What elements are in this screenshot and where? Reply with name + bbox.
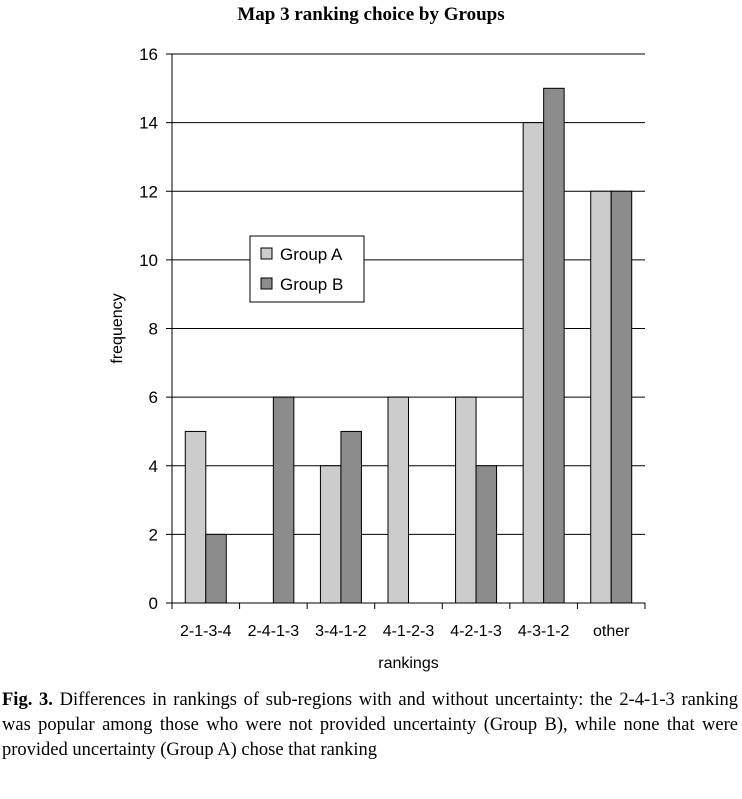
legend-swatch bbox=[261, 278, 272, 289]
bar-group-a-2-1-3-4 bbox=[185, 431, 206, 603]
x-tick-label: 4-2-1-3 bbox=[450, 623, 502, 640]
bar-group-b-2-1-3-4 bbox=[206, 534, 227, 603]
y-tick-label: 6 bbox=[148, 388, 158, 408]
x-tick-label: 4-1-2-3 bbox=[382, 623, 435, 640]
x-tick-label: 3-4-1-2 bbox=[315, 623, 367, 640]
bar-group-b-4-3-1-2 bbox=[544, 88, 565, 603]
bar-group-a-4-3-1-2 bbox=[523, 123, 544, 603]
legend bbox=[250, 236, 364, 302]
bar-group-a-4-2-1-3 bbox=[456, 397, 477, 603]
y-tick-label: 10 bbox=[139, 250, 158, 270]
y-tick-label: 14 bbox=[139, 113, 158, 133]
bars bbox=[185, 88, 631, 603]
y-tick-label: 0 bbox=[148, 594, 158, 613]
legend-label: Group A bbox=[280, 245, 343, 264]
y-axis-title: frequency bbox=[109, 293, 126, 364]
x-tick-label: 2-4-1-3 bbox=[247, 623, 300, 640]
y-tick-label: 16 bbox=[139, 45, 158, 64]
x-tick-label: 2-1-3-4 bbox=[179, 623, 232, 640]
y-tick-label: 12 bbox=[139, 182, 158, 202]
bar-group-b-4-2-1-3 bbox=[476, 466, 497, 603]
figure-label: Fig. 3. bbox=[2, 690, 53, 710]
bar-group-b-2-4-1-3 bbox=[273, 397, 294, 603]
chart-title: Map 3 ranking choice by Groups bbox=[237, 4, 505, 25]
y-tick-label: 2 bbox=[148, 525, 158, 545]
y-tick-label: 8 bbox=[148, 319, 158, 339]
caption-text: Differences in rankings of sub-regions with and without uncertainty: the 2-4-1-3 ranking was popular among those who were not provided uncertainty (Group B), while none that were provided uncertainty (Group A) chose that ranking bbox=[2, 690, 738, 760]
x-tick-label: 4-3-1-2 bbox=[517, 623, 570, 640]
bar-group-a-4-1-2-3 bbox=[388, 397, 409, 603]
legend-label: Group B bbox=[280, 275, 344, 294]
bar-group-b-other bbox=[611, 191, 632, 603]
bar-group-a-other bbox=[591, 191, 612, 603]
figure-caption bbox=[2, 688, 738, 763]
y-tick-label: 4 bbox=[148, 456, 158, 476]
x-tick-label: other bbox=[592, 623, 630, 640]
legend-swatch bbox=[261, 248, 272, 259]
bar-group-a-3-4-1-2 bbox=[320, 466, 341, 603]
x-axis-title: rankings bbox=[378, 655, 439, 672]
bar-group-b-3-4-1-2 bbox=[341, 431, 362, 603]
